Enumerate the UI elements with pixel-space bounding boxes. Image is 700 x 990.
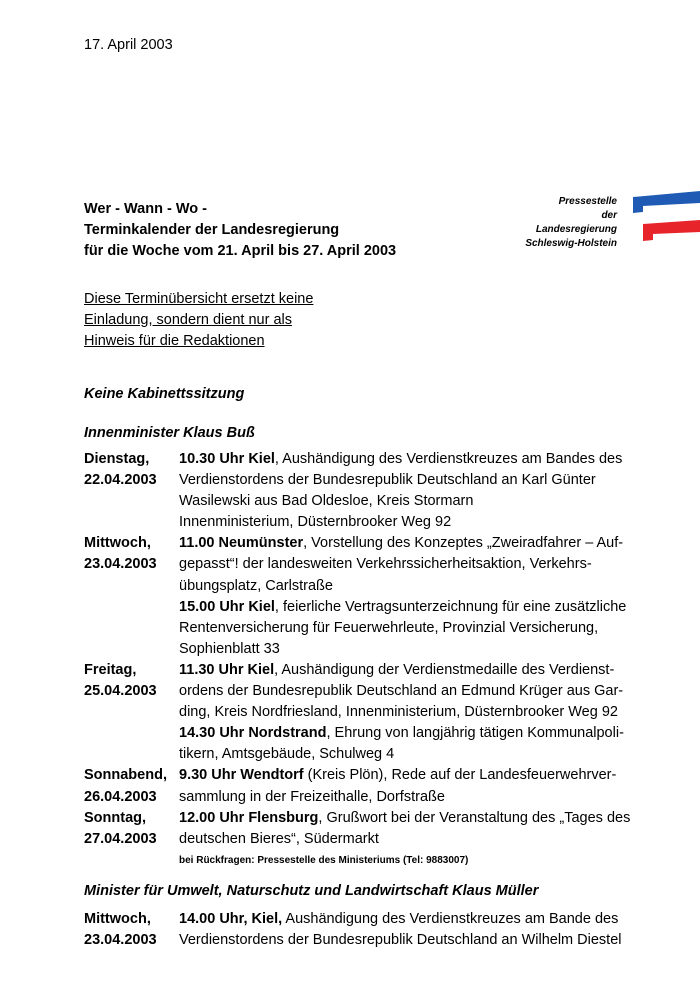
schedule-entry [84, 765, 644, 807]
schedule-entry [84, 808, 644, 871]
schedule-day: Mittwoch, 23.04.2003 [84, 535, 157, 573]
event-line: ordens der Bundesrepublik Deutschland an Edmund Krüger aus Gar- [179, 683, 624, 700]
schedule-events [179, 909, 644, 951]
schedule-events [179, 808, 644, 871]
title-line-3: für die Woche vom 21. April bis 27. April 2003 [84, 243, 397, 259]
schedule-events [179, 660, 644, 765]
event-line: Verdienstordens der Bundesrepublik Deutschland an Karl Günter [179, 472, 596, 489]
notice-text [84, 289, 313, 352]
schedule-entry [84, 909, 644, 951]
schedule-interior-minister [84, 449, 644, 871]
event-line: Rentenversicherung für Feuerwehrleute, Provinzial Versicherung, [179, 619, 599, 636]
section-heading-interior-minister: Innenminister Klaus Buß [84, 425, 255, 441]
event-line: 11.30 Uhr Kiel, Aushändigung der Verdienstmedaille des Verdienst- [179, 661, 615, 678]
document-date: 17. April 2003 [84, 37, 173, 53]
event-line: 11.00 Neumünster, Vorstellung des Konzeptes „Zweiradfahrer – Auf- [179, 535, 624, 552]
notice-line-3: Hinweis für die Redaktionen [84, 333, 265, 349]
event-line: 10.30 Uhr Kiel, Aushändigung des Verdienstkreuzes am Bandes des [179, 451, 623, 467]
flag-blue-stripe [633, 191, 700, 213]
event-line: 12.00 Uhr Flensburg, Grußwort bei der Veranstaltung des „Tages des [179, 809, 631, 826]
event-line: 9.30 Uhr Wendtorf (Kreis Plön), Rede auf der Landesfeuerwehrver- [179, 767, 617, 784]
schedule-day: Freitag, 25.04.2003 [84, 661, 157, 700]
logo-line-2: der [601, 210, 617, 221]
logo-line-1: Pressestelle [558, 196, 617, 207]
logo-line-3: Landesregierung [535, 224, 617, 235]
schedule-day: Sonnabend, 26.04.2003 [84, 767, 167, 805]
schedule-entry [84, 660, 644, 765]
event-line: sammlung in der Freizeithalle, Dorfstraße [179, 788, 445, 805]
schedule-environment-minister [84, 909, 644, 951]
event-line: übungsplatz, Carlstraße [179, 577, 333, 594]
logo-line-4: Schleswig-Holstein [525, 238, 617, 249]
event-line: Sophienblatt 33 [179, 640, 280, 657]
schedule-events [179, 765, 644, 807]
schedule-day: Sonntag, 27.04.2003 [84, 809, 157, 847]
document-title [84, 199, 396, 262]
flag-red-stripe [643, 220, 700, 241]
event-line: gepasst“! der landesweiten Verkehrssicherheitsaktion, Verkehrs- [179, 556, 592, 573]
schedule-events [179, 449, 644, 533]
event-line: 14.30 Uhr Nordstrand, Ehrung von langjährig tätigen Kommunalpoli- [179, 725, 624, 742]
event-line: 14.00 Uhr, Kiel, Aushändigung des Verdienstkreuzes am Bande des [179, 911, 619, 927]
schedule-entry [84, 449, 644, 533]
schedule-entry [84, 533, 644, 660]
event-line: Verdienstordens der Bundesrepublik Deutschland an Wilhelm Diestel [179, 932, 622, 949]
event-line: ding, Kreis Nordfriesland, Innenministerium, Düsternbrooker Weg 92 [179, 704, 618, 721]
event-line: Innenministerium, Düsternbrooker Weg 92 [179, 514, 452, 531]
event-line: tikern, Amtsgebäude, Schulweg 4 [179, 746, 395, 763]
title-line-2: Terminkalender der Landesregierung [84, 222, 340, 238]
schleswig-holstein-flag-logo [633, 191, 700, 243]
schedule-day: Mittwoch, 23.04.2003 [84, 911, 157, 949]
notice-line-1: Diese Terminübersicht ersetzt keine [84, 291, 314, 307]
press-office-logo-text [525, 195, 617, 251]
event-line: Wasilewski aus Bad Oldesloe, Kreis Stormarn [179, 493, 474, 510]
section-heading-environment-minister: Minister für Umwelt, Naturschutz und Landwirtschaft Klaus Müller [84, 883, 539, 899]
no-cabinet-heading: Keine Kabinettssitzung [84, 386, 245, 402]
notice-line-2: Einladung, sondern dient nur als [84, 312, 292, 328]
event-line: 15.00 Uhr Kiel, feierliche Vertragsunterzeichnung für eine zusätzliche [179, 598, 627, 615]
schedule-events [179, 533, 644, 660]
contact-note: bei Rückfragen: Pressestelle des Ministeriums (Tel: 9883007) [179, 854, 469, 866]
event-line: deutschen Bieres“, Südermarkt [179, 830, 379, 847]
schedule-day: Dienstag, 22.04.2003 [84, 451, 157, 489]
title-line-1: Wer - Wann - Wo - [84, 201, 207, 217]
